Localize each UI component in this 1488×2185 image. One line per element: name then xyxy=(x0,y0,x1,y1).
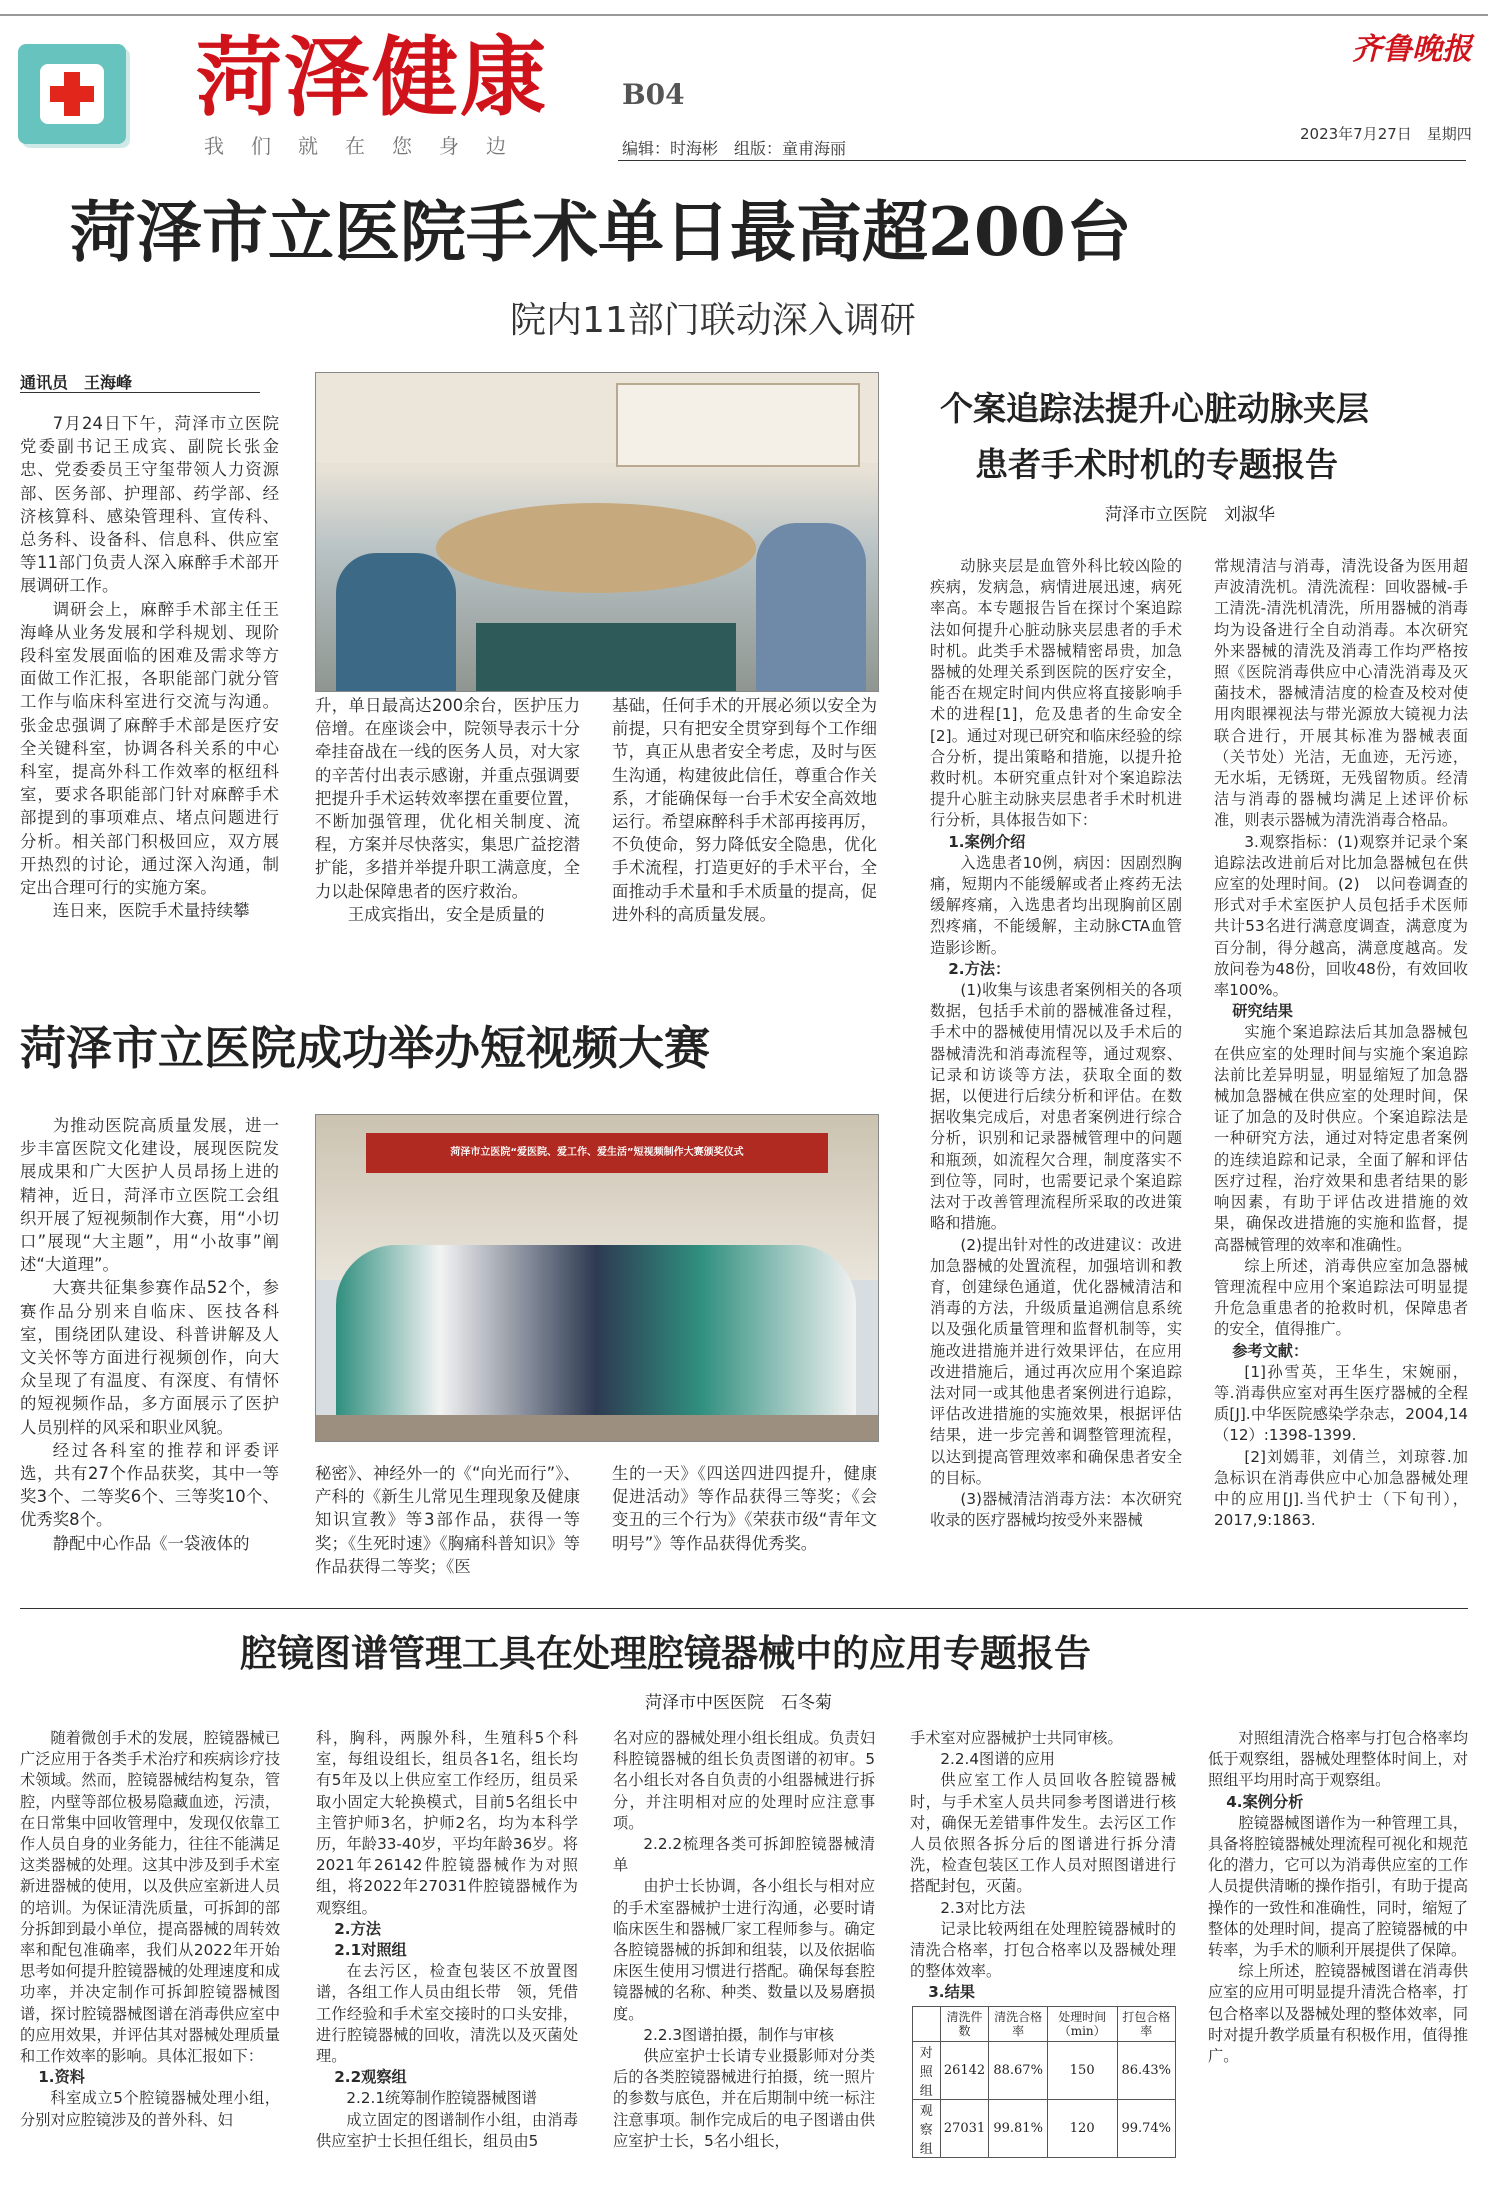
paragraph: 手术室对应器械护士共同审核。 xyxy=(910,1729,1123,1747)
table-row xyxy=(913,2042,1176,2100)
table-header-cell: 打包合格率 xyxy=(1117,2007,1175,2042)
paragraph: 3.观察指标：(1)观察并记录个案追踪法改进前后对比加急器械包在供应室的处理时间。(2) 以问卷调查的形式对手术室医护人员包括手术医师共计53名进行满意度调查，满意度为百分制，得分越高，满意度越高。发放问卷为48份，回收48份，有效回收率100%。 xyxy=(1214,832,1468,1000)
table-cell: 99.74% xyxy=(1117,2100,1175,2158)
table-cell: 27031 xyxy=(940,2100,989,2158)
article2-column-3 xyxy=(612,1462,877,1555)
paragraph: 静配中心作品《一袋液体的 xyxy=(52,1533,250,1553)
paragraph: (2)提出针对性的改进建议：改进加急器械的处置流程，加强培训和教育，创建绿色通道，优化器械清洁和消毒的方法，升级质量追溯信息系统以及强化质量管理和监督机制等，实施改进措施并进行效果评估，在应用改进措施后，通过再次应用个案追踪法对同一或其他患者案例进行追踪，评估改进措施的实施效果，根据评估结果，进一步完善和调整管理流程，以达到提高管理效率和确保患者安全的目标。 xyxy=(930,1235,1182,1487)
article2-headline: 菏泽市立医院成功举办短视频大赛 xyxy=(20,1021,710,1075)
paragraph: 常规清洁与消毒，清洗设备为医用超声波清洗机。清洗流程：回收器械-手工清洗-清洗机清洗，所用器械的消毒均为设备进行全自动消毒。本次研究外来器械的清洗及消毒工作均严格按照《医院消毒供应中心清洗消毒及灭菌技术，器械清洁度的检查及校对使用肉眼裸视法与带光源放大镜视力法联合进行，开展其标准为器械表面（关节处）光洁，无血迹，无污迹，无水垢，无锈斑，无残留物质。经清洁与消毒的器械均满足上述评价标准，则表示器械为清洗消毒合格品。 xyxy=(1214,557,1468,830)
table-header-row xyxy=(913,2007,1176,2042)
paragraph: 2.3对比方法 xyxy=(940,1898,1026,1917)
article1-headline: 菏泽市立医院手术单日最高超200台 xyxy=(70,193,1132,271)
paragraph: 腔镜器械图谱作为一种管理工具，具备将腔镜器械处理流程可视化和规范化的潜力，它可以为消毒供应室的工作人员提供清晰的操作指引，有助于提高操作的一致性和准确性，同时，缩短了整体的处理时间，提高了腔镜器械的中转率，为手术的顺利开展提供了保障。 xyxy=(1208,1813,1468,1960)
page-code: B04 xyxy=(622,78,685,111)
paragraph: 动脉夹层是血管外科比较凶险的疾病，发病急，病情进展迅速，病死率高。本专题报告旨在探讨个案追踪法如何提升心脏动脉夹层患者的手术时机。此类手术器械精密昂贵，加急器械的处理关系到医院的医疗安全，能否在规定时间内供应将直接影响手术的进程[1]，危及患者的生命安全[2]。通过对现已研究和临床经验的综合分析，提出策略和措施，以提升抢救时机。本研究重点针对个案追踪法提升心脏主动脉夹层患者手术时机进行分析，具体报告如下： xyxy=(930,557,1182,830)
paragraph: 2.2.3图谱拍摄，制作与审核 xyxy=(643,2025,834,2044)
table-header-cell: 处理时间（min） xyxy=(1047,2007,1117,2042)
article1-column-3 xyxy=(612,694,877,926)
article2-column-1 xyxy=(20,1114,279,1555)
paragraph: 在去污区，检查包装区不放置图谱，各组工作人员由组长带 领，凭借工作经验和手术室交接时的口头安排，进行腔镜器械的回收，清洗以及灭菌处理。 xyxy=(316,1962,578,2066)
section-heading: 参考文献： xyxy=(1232,1341,1309,1360)
paragraph: 2.2.1统筹制作腔镜器械图谱 xyxy=(346,2089,537,2108)
article4-column-5 xyxy=(1208,1728,1468,2067)
paragraph: 供应室护士长请专业摄影师对分类后的各类腔镜器械进行拍摄，统一照片的参数与底色，并在后期制中统一标注注意事项。制作完成后的电子图谱由供应室护士长，5名小组长， xyxy=(613,2047,875,2150)
seminar-photo xyxy=(315,372,879,692)
article1-byline: 通讯员 王海峰 xyxy=(20,373,133,392)
results-table xyxy=(912,2006,1176,2158)
article4-column-4 xyxy=(910,1728,1176,2004)
paragraph: 基础，任何手术的开展必须以安全为前提，只有把安全贯穿到每个工作细节，真正从患者安全考虑，及时与医生沟通，构建彼此信任，尊重合作关系，才能确保每一台手术安全高效地运行。希望麻醉科手术部再接再厉，不负使命，努力降低安全隐患，优化手术流程，打造更好的手术平台，全面推动手术量和手术质量的提高，促进外科的高质量发展。 xyxy=(612,696,877,924)
article4-byline: 菏泽市中医医院 石冬菊 xyxy=(645,1693,832,1713)
paragraph: [1]孙雪英，王华生，宋婉丽，等.消毒供应室对再生医疗器械的全程质[J].中华医院感染学杂志，2004,14（12）:1398-1399. xyxy=(1214,1362,1468,1445)
health-cross-logo xyxy=(18,44,126,144)
paragraph: 随着微创手术的发展，腔镜器械已广泛应用于各类手术治疗和疾病诊疗技术领域。然而，腔镜器械结构复杂，管腔，内壁等部位极易隐藏血迹，污渍，在日常集中回收管理中，发现仅依靠工作人员自身的业务能力，往往不能满足这类器械的处理。这其中涉及到手术室新进器械的使用，以及供应室新进人员的培训。为保证清洗质量，可拆卸的部分拆卸到最小单位，提高器械的周转效率和配包准确率，我们从2022年开始思考如何提升腔镜器械的处理速度和成功率，并决定制作可拆卸腔镜器械图谱，探讨腔镜器械图谱在消毒供应室中的应用效果，并评估其对器械处理质量和工作效率的影响。具体汇报如下： xyxy=(20,1729,280,2066)
article4-column-3 xyxy=(613,1728,875,2152)
paragraph: 为推动医院高质量发展，进一步丰富医院文化建设，展现医院发展成果和广大医护人员昂扬上进的精神，近日，菏泽市立医院工会组织开展了短视频制作大赛，用“小切口”展现“大主题”，用“小故事”阐述“大道理”。 xyxy=(20,1116,279,1275)
paragraph: (3)器械清洁消毒方法：本次研究收录的医疗器械均按受外来器械 xyxy=(930,1489,1182,1530)
paragraph: 科室成立5个腔镜器械处理小组，分别对应腔镜涉及的普外科、妇 xyxy=(20,2089,280,2129)
paragraph: 7月24日下午，菏泽市立医院党委副书记王成宾、副院长张金忠、党委委员王守玺带领人力资源部、医务部、护理部、药学部、经济核算科、感染管理科、宣传科、总务科、设备科、信息科、供应室等11部门负责人深入麻醉手术部开展调研工作。 xyxy=(20,414,279,596)
table-cell: 120 xyxy=(1047,2100,1117,2158)
paragraph: 升，单日最高达200余台，医护压力倍增。在座谈会中，院领导表示十分牵挂奋战在一线的医务人员，对大家的辛苦付出表示感谢，并重点强调要把提升手术运转效率摆在重要位置，不断加强管理，优化相关制度、流程，方案并尽快落实，集思广益挖潜扩能，多措并举提升职工满意度，全力以赴保障患者的医疗救治。 xyxy=(315,696,580,901)
section-heading: 1.资料 xyxy=(38,2068,85,2087)
byline-underline xyxy=(20,392,260,393)
editors-line: 编辑：时海彬 组版：童甫海丽 xyxy=(622,139,847,158)
table-cell: 150 xyxy=(1047,2042,1117,2100)
table-cell: 观察组 xyxy=(913,2100,941,2158)
paragraph: 2.2.4图谱的应用 xyxy=(940,1750,1055,1769)
paragraph: 名对应的器械处理小组长组成。负责妇科腔镜器械的组长负责图谱的初审。5名小组长对各自负责的小组器械进行拆分，并注明相对应的处理时应注意事项。 xyxy=(613,1729,875,1832)
section-heading: 3.结果 xyxy=(928,1983,975,2002)
section-heading: 1.案例介绍 xyxy=(948,832,1026,851)
issue-date: 2023年7月27日 星期四 xyxy=(1300,125,1472,143)
article3-column-1 xyxy=(930,556,1182,1531)
paragraph: 记录比较两组在处理腔镜器械时的清洗合格率，打包合格率以及器械处理的整体效率。 xyxy=(910,1919,1176,1981)
table-cell: 88.67% xyxy=(989,2042,1047,2100)
paragraph: 大赛共征集参赛作品52个，参赛作品分别来自临床、医技各科室，围绕团队建设、科普讲解及人文关怀等方面进行视频创作，向大众呈现了有温度、有深度、有情怀的短视频作品，多方面展示了医护人员别样的风采和职业风貌。 xyxy=(20,1278,279,1437)
paragraph: 2.2.2梳理各类可拆卸腔镜器械清单 xyxy=(613,1835,875,1875)
section-slogan: 我们就在您身边 xyxy=(204,134,533,158)
paragraph: 对照组清洗合格率与打包合格率均低于观察组，器械处理整体时间上，对照组平均用时高于观察组。 xyxy=(1208,1729,1468,1790)
article3-headline-line2: 患者手术时机的专题报告 xyxy=(975,445,1338,484)
section-heading: 2.方法 xyxy=(334,1919,381,1938)
paragraph: 调研会上，麻醉手术部主任王海峰从业务发展和学科规划、现阶段科室发展面临的困难及需求等方面做工作汇报，各职能部门就分管工作与临床科室进行交流与沟通。张金忠强调了麻醉手术部是医疗安全关键科室，协调各科关系的中心科室，提高外科工作效率的枢纽科室，要求各职能部门针对麻醉手术部提到的事项难点、堵点问题进行分析。相关部门积极回应，双方展开热烈的讨论，通过深入沟通，制定出合理可行的实施方案。 xyxy=(20,599,279,898)
section-title: 菏泽健康 xyxy=(196,27,548,128)
section-heading: 2.方法： xyxy=(948,959,1011,978)
table-cell: 26142 xyxy=(940,2042,989,2100)
paragraph: 实施个案追踪法后其加急器械包在供应室的处理时间与实施个案追踪法前比差异明显，明显缩短了加急器械加急器械在供应室的处理时间，保证了加急的及时供应。个案追踪法是一种研究方法，通过对特定患者案例的连续追踪和记录，全面了解和评估医疗过程，治疗效果和患者结果的影响因素，有助于评估改进措施的效果，确保改进措施的实施和监督，提高器械管理的效率和准确性。 xyxy=(1214,1023,1468,1254)
paragraph: 入选患者10例，病因：因剧烈胸痛，短期内不能缓解或者止疼药无法缓解疼痛，入选患者均出现胸前区剧烈疼痛，不能缓解，主动脉CTA血管造影诊断。 xyxy=(930,853,1182,957)
table-header-cell: 清洗件数 xyxy=(940,2007,989,2042)
masthead-top-rule xyxy=(0,14,1488,16)
section-heading: 研究结果 xyxy=(1232,1002,1293,1021)
paragraph: (1)收集与该患者案例相关的各项数据，包括手术前的器械准备过程，手术中的器械使用情况以及手术后的器械清洗和消毒流程等，通过观察、记录和访谈等方法，获取全面的数据，以便进行后续分析和评估。在数据收集完成后，对患者案例进行综合分析，识别和记录器械管理中的问题和瓶颈，如流程欠合理，制度落实不到位等，同时，也需要记录个案追踪法对于改善管理流程所采取的改进策略和措施。 xyxy=(930,981,1182,1233)
section-heading: 2.2观察组 xyxy=(334,2068,407,2087)
article2-column-2 xyxy=(315,1462,580,1578)
paragraph: 科，胸科，两腺外科，生殖科5个科室，每组设组长，组员各1名，组长均有5年及以上供应室工作经历，组员采取小固定大轮换模式，目前5名组长中主管护师3名，护师2名，均为本科学历，年龄33-40岁，平均年龄36岁。将2021年26142件腔镜器械作为对照组，将2022年27031件腔镜器械作为观察组。 xyxy=(316,1729,578,1917)
article4-headline: 腔镜图谱管理工具在处理腔镜器械中的应用专题报告 xyxy=(240,1631,1091,1675)
paragraph: 经过各科室的推荐和评委评选，共有27个作品获奖，其中一等奖3个、二等奖6个、三等奖10个、优秀奖8个。 xyxy=(20,1440,279,1530)
paragraph: 秘密》、神经外一的《“向光而行”》、产科的《新生儿常见生理现象及健康知识宣教》等3部作品，获得一等奖；《生死时速》《胸痛科普知识》等作品获得二等奖；《医 xyxy=(315,1464,580,1576)
newspaper-logo: 齐鲁晚报 xyxy=(1352,32,1472,67)
article4-column-1 xyxy=(20,1728,280,2131)
table-cell: 99.81% xyxy=(989,2100,1047,2158)
paragraph: 连日来，医院手术量持续攀 xyxy=(52,901,250,921)
paragraph: 综上所述，消毒供应室加急器械管理流程中应用个案追踪法可明显提升危急重患者的抢救时机，保障患者的安全，值得推广。 xyxy=(1214,1256,1468,1339)
article1-subhead: 院内11部门联动深入调研 xyxy=(510,300,916,341)
ceremony-banner: 菏泽市立医院“爱医院、爱工作、爱生活”短视频制作大赛颁奖仪式 xyxy=(450,1147,744,1158)
paragraph: 生的一天》《四送四进四提升，健康促进活动》等作品获得三等奖；《会变丑的三个行为》《荣获市级“青年文明号”》等作品获得优秀奖。 xyxy=(612,1464,877,1553)
paragraph: 王成宾指出，安全是质量的 xyxy=(347,904,545,924)
paragraph: [2]刘嫣菲，刘倩兰，刘琼蓉.加急标识在消毒供应中心加急器械处理中的应用[J].当代护士（下旬刊），2017,9:1863. xyxy=(1214,1447,1468,1530)
award-ceremony-photo xyxy=(315,1114,879,1442)
paragraph: 综上所述，腔镜器械图谱在消毒供应室的应用可明显提升清洗合格率，打包合格率以及器械处理的整体效率，同时对提升教学质量有积极作用，值得推广。 xyxy=(1208,1962,1468,2066)
table-cell: 对照组 xyxy=(913,2042,941,2100)
article1-column-2 xyxy=(315,694,580,926)
article1-column-1 xyxy=(20,412,279,922)
article3-headline-line1: 个案追踪法提升心脏动脉夹层 xyxy=(940,389,1369,428)
section-heading: 4.案例分析 xyxy=(1226,1792,1304,1811)
section-heading: 2.1对照组 xyxy=(334,1941,407,1960)
table-header-cell: 清洗合格率 xyxy=(989,2007,1047,2042)
paragraph: 成立固定的图谱制作小组，由消毒供应室护士长担任组长，组员由5 xyxy=(316,2110,578,2150)
article4-column-2 xyxy=(316,1728,578,2152)
paragraph: 由护士长协调，各小组长与相对应的手术室器械护士进行沟通，必要时请临床医生和器械厂家工程师参与。确定各腔镜器械的拆卸和组装，以及依据临床医生使用习惯进行搭配。确保每套腔镜器械的名称、种类、数量以及易磨损度。 xyxy=(613,1877,875,2023)
bottom-section-rule xyxy=(20,1608,1468,1609)
masthead-bottom-rule xyxy=(618,160,1466,161)
table-cell: 86.43% xyxy=(1117,2042,1175,2100)
table-header-cell xyxy=(913,2007,941,2042)
table-row xyxy=(913,2100,1176,2158)
article3-byline: 菏泽市立医院 刘淑华 xyxy=(1105,505,1275,525)
article3-column-2 xyxy=(1214,556,1468,1531)
paragraph: 供应室工作人员回收各腔镜器械时，与手术室人员共同参考图谱进行核对，确保无差错事件发生。去污区工作人员依照各拆分后的图谱进行拆分清洗，检查包装区工作人员对照图谱进行搭配封包，灭菌。 xyxy=(910,1771,1176,1896)
